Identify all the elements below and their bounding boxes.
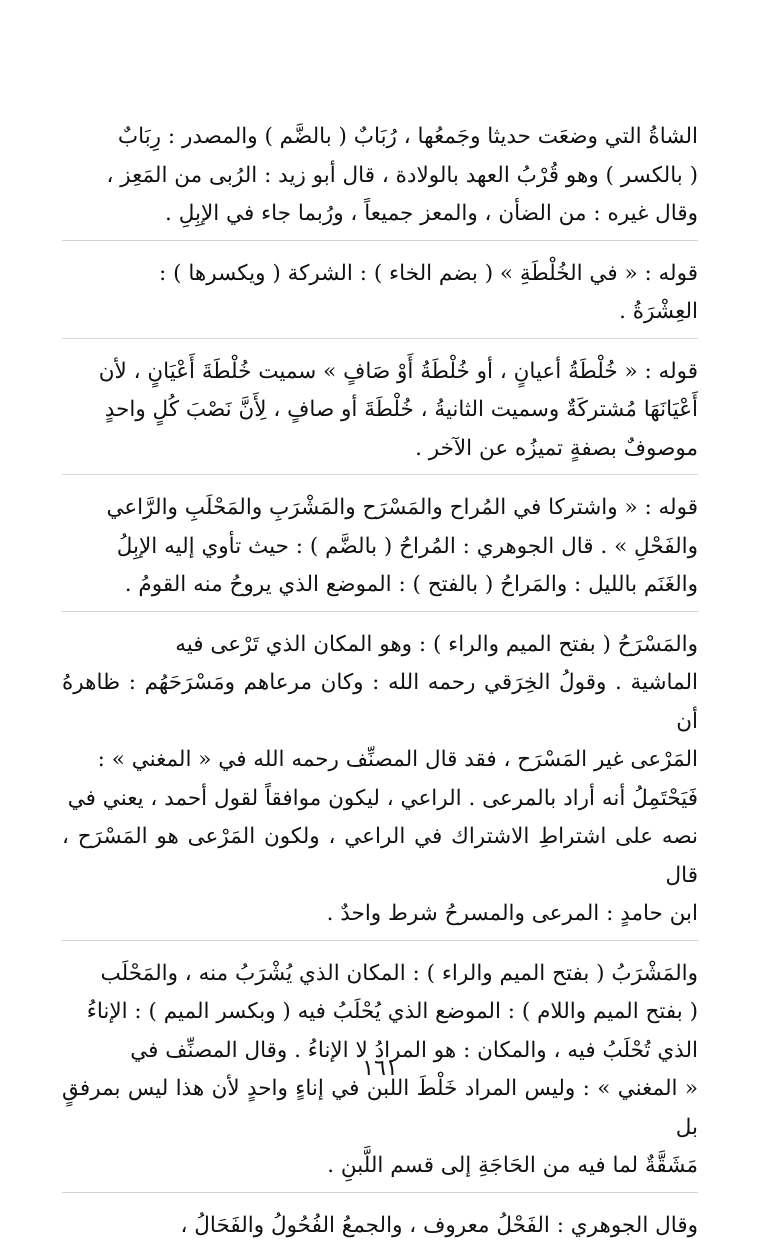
line: قوله : « في الخُلْطَةِ » ( بضم الخاء ) : الشركة ( ويكسرها ) : bbox=[159, 261, 698, 286]
line: ابن حامدٍ : المرعى والمسرحُ شرط واحدٌ . bbox=[327, 901, 698, 926]
line: « المغني » : وليس المراد خَلْطَ اللبن في إناءٍ واحدٍ لأن هذا ليس بمرفقٍ بل bbox=[62, 1076, 698, 1140]
paragraph-masrah bbox=[62, 626, 698, 934]
line: موصوفٌ بصفةٍ تميزُه عن الآخر . bbox=[415, 436, 698, 461]
paragraph-divider bbox=[62, 474, 698, 475]
line: نصه على اشتراطِ الاشتراك في الراعي ، ولكون المَرْعى هو المَسْرَح ، قال bbox=[62, 824, 698, 888]
line: ( بفتح الميم واللام ) : الموضع الذي يُحْلَبُ فيه ( وبكسر الميم ) : الإناءُ bbox=[87, 999, 698, 1024]
line: أَعْيَانَهَا مُشتركَةٌ وسميت الثانيةُ ، خُلْطَةَ أو صافٍ ، لِأَنَّ نَصْبَ كُلٍ واحدٍ bbox=[105, 397, 698, 422]
paragraph-divider bbox=[62, 338, 698, 339]
line: الشاةُ التي وضعَت حديثا وجَمعُها ، رُبَابٌ ( بالضَّم ) والمصدر : رِبَابٌ bbox=[118, 124, 698, 149]
paragraph-divider bbox=[62, 611, 698, 612]
line: والمَسْرَحُ ( بفتح الميم والراء ) : وهو المكان الذي تَرْعى فيه bbox=[175, 632, 698, 657]
line: والمَشْرَبُ ( بفتح الميم والراء ) : المكان الذي يُشْرَبُ منه ، والمَحْلَب bbox=[101, 961, 698, 986]
line: الماشية . وقولُ الخِرَقي رحمه الله : وكان مرعاهم ومَسْرَحَهُم : ظاهرهُ أن bbox=[62, 670, 698, 734]
line: وقال غيره : من الضأن ، والمعز جميعاً ، ورُبما جاء في الإبِلِ . bbox=[165, 201, 698, 226]
line: ( بالكسر ) وهو قُرْبُ العهد بالولادة ، قال أبو زيد : الرُبى من المَعِز ، bbox=[106, 163, 698, 188]
paragraph-divider bbox=[62, 240, 698, 241]
line: المَرْعى غير المَسْرَح ، فقد قال المصنِّف رحمه الله في « المغني » : bbox=[98, 747, 698, 772]
line: قوله : « خُلْطَةُ أعيانٍ ، أو خُلْطَةُ أَوْ صَافٍ » سميت خُلْطَةَ أَعْيَانٍ ، لأن bbox=[99, 359, 698, 384]
paragraph-khulta bbox=[62, 255, 698, 332]
page-number: ١٦١ bbox=[0, 1056, 760, 1081]
line: قوله : « واشتركا في المُراح والمَسْرَح والمَشْرَبِ والمَحْلَبِ والرَّاعي bbox=[106, 495, 698, 520]
line: وقال الجوهري : الفَحْلُ معروف ، والجمعُ الفُحُولُ والفَحَالُ ، bbox=[181, 1213, 698, 1238]
line: العِشْرَةُ . bbox=[619, 299, 698, 324]
paragraph-divider bbox=[62, 940, 698, 941]
paragraph-fahl bbox=[62, 1207, 698, 1245]
line: والغَنَم بالليل : والمَراحُ ( بالفتح ) : الموضع الذي يروحُ منه القومُ . bbox=[125, 572, 698, 597]
line: فَيَحْتَمِلُ أنه أراد بالمرعى . الراعي ، ليكون موافقاً لقول أحمد ، يعني في bbox=[68, 786, 698, 811]
line: الذي تُحْلَبُ فيه ، والمكان : هو المرادُ لا الإناءُ . وقال المصنِّف في bbox=[130, 1038, 698, 1063]
paragraph-murah bbox=[62, 489, 698, 605]
line: والفَحْلِ » . قال الجوهري : المُراحُ ( بالضَّم ) : حيث تأوي إليه الإبِلُ bbox=[117, 534, 698, 559]
line: مَشَقَّةٌ لما فيه من الحَاجَةِ إلى قسم اللَّبنِ . bbox=[327, 1153, 698, 1178]
paragraph-khulta-ayan bbox=[62, 353, 698, 469]
paragraph-rubab bbox=[62, 118, 698, 234]
